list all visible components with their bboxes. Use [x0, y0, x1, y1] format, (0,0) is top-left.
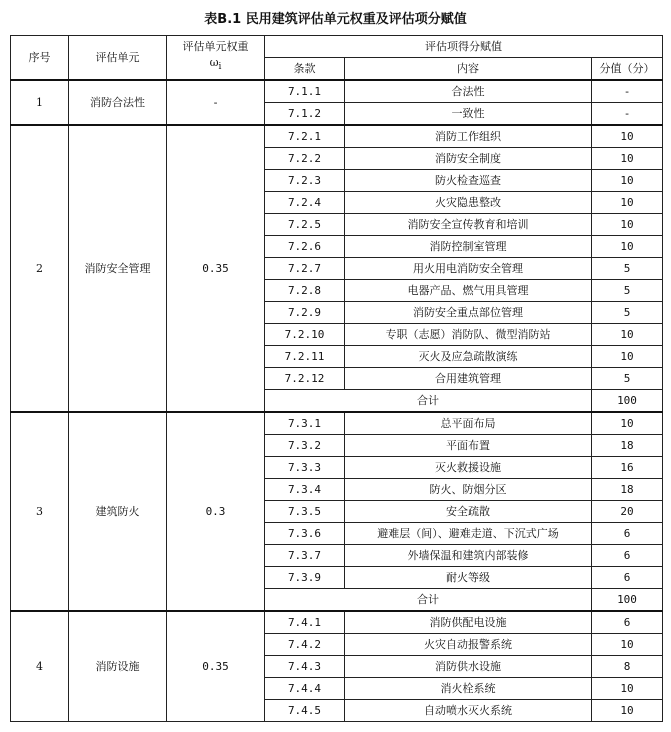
item-score: 10	[592, 125, 663, 148]
item-content: 专职（志愿）消防队、微型消防站	[345, 324, 592, 346]
item-content: 消防供配电设施	[345, 611, 592, 634]
item-clause: 7.2.5	[265, 214, 345, 236]
item-clause: 7.4.3	[265, 656, 345, 678]
item-clause: 7.2.6	[265, 236, 345, 258]
header-row-1	[11, 36, 663, 58]
item-score: 6	[592, 545, 663, 567]
item-clause: 7.3.3	[265, 457, 345, 479]
item-clause: 7.3.4	[265, 479, 345, 501]
item-content: 消防工作组织	[345, 125, 592, 148]
item-score: 10	[592, 170, 663, 192]
item-clause: 7.2.12	[265, 368, 345, 390]
item-content: 安全疏散	[345, 501, 592, 523]
header-clause: 条款	[265, 58, 345, 81]
item-content: 一致性	[345, 103, 592, 126]
item-content: 消防安全制度	[345, 148, 592, 170]
item-clause: 7.2.8	[265, 280, 345, 302]
unit-seq: 2	[11, 125, 69, 412]
item-score: -	[592, 80, 663, 103]
item-score: 6	[592, 611, 663, 634]
header-weight-symbol-wrap	[167, 56, 264, 74]
unit-seq: 4	[11, 611, 69, 722]
item-score: 18	[592, 435, 663, 457]
table-row	[11, 125, 663, 148]
item-content: 消防安全宣传教育和培训	[345, 214, 592, 236]
item-content: 灭火及应急疏散演练	[345, 346, 592, 368]
table-row	[11, 611, 663, 634]
item-score: 10	[592, 324, 663, 346]
item-clause: 7.3.7	[265, 545, 345, 567]
item-clause: 7.4.2	[265, 634, 345, 656]
item-score: 18	[592, 479, 663, 501]
header-weight-sub: i	[218, 62, 222, 73]
item-content: 合法性	[345, 80, 592, 103]
item-score: 10	[592, 192, 663, 214]
item-content: 防火检查巡查	[345, 170, 592, 192]
item-content: 消火栓系统	[345, 678, 592, 700]
item-score: 5	[592, 258, 663, 280]
unit-name: 建筑防火	[69, 412, 167, 611]
item-clause: 7.3.6	[265, 523, 345, 545]
total-value: 100	[592, 589, 663, 612]
item-clause: 7.2.2	[265, 148, 345, 170]
item-score: 10	[592, 634, 663, 656]
item-clause: 7.2.3	[265, 170, 345, 192]
unit-name: 消防安全管理	[69, 125, 167, 412]
table-title: 表B.1 民用建筑评估单元权重及评估项分赋值	[204, 12, 467, 27]
item-score: 6	[592, 523, 663, 545]
unit-seq: 3	[11, 412, 69, 611]
item-content: 火灾隐患整改	[345, 192, 592, 214]
item-content: 合用建筑管理	[345, 368, 592, 390]
item-content: 消防控制室管理	[345, 236, 592, 258]
unit-weight: -	[167, 80, 265, 125]
item-content: 电器产品、燃气用具管理	[345, 280, 592, 302]
item-content: 消防供水设施	[345, 656, 592, 678]
item-score: 10	[592, 214, 663, 236]
item-content: 消防安全重点部位管理	[345, 302, 592, 324]
item-score: 16	[592, 457, 663, 479]
item-clause: 7.3.2	[265, 435, 345, 457]
unit-name: 消防设施	[69, 611, 167, 722]
item-clause: 7.2.10	[265, 324, 345, 346]
item-score: 10	[592, 412, 663, 435]
header-score: 分值（分）	[592, 58, 663, 81]
item-content: 灭火救援设施	[345, 457, 592, 479]
item-clause: 7.2.4	[265, 192, 345, 214]
unit-weight: 0.3	[167, 412, 265, 611]
item-content: 避难层（间）、避难走道、下沉式广场	[345, 523, 592, 545]
item-clause: 7.2.1	[265, 125, 345, 148]
item-clause: 7.3.9	[265, 567, 345, 589]
item-score: 10	[592, 236, 663, 258]
item-content: 耐火等级	[345, 567, 592, 589]
item-score: 5	[592, 368, 663, 390]
item-content: 防火、防烟分区	[345, 479, 592, 501]
weights-table	[10, 35, 663, 722]
item-clause: 7.4.1	[265, 611, 345, 634]
header-weight-label: 评估单元权重	[182, 40, 249, 54]
item-content: 自动喷水灭火系统	[345, 700, 592, 722]
item-score: 8	[592, 656, 663, 678]
item-clause: 7.1.1	[265, 80, 345, 103]
item-clause: 7.3.1	[265, 412, 345, 435]
header-items-group: 评估项得分赋值	[265, 36, 663, 58]
total-label: 合计	[265, 589, 592, 612]
header-seq: 序号	[11, 36, 69, 81]
item-clause: 7.4.4	[265, 678, 345, 700]
item-content: 总平面布局	[345, 412, 592, 435]
header-weight	[167, 36, 265, 81]
table-row	[11, 412, 663, 435]
item-clause: 7.2.7	[265, 258, 345, 280]
item-content: 火灾自动报警系统	[345, 634, 592, 656]
table-row	[11, 80, 663, 103]
item-score: 10	[592, 678, 663, 700]
unit-weight: 0.35	[167, 611, 265, 722]
item-score: 10	[592, 346, 663, 368]
item-content: 用火用电消防安全管理	[345, 258, 592, 280]
item-score: 10	[592, 700, 663, 722]
item-score: 5	[592, 302, 663, 324]
item-content: 平面布置	[345, 435, 592, 457]
item-clause: 7.1.2	[265, 103, 345, 126]
unit-weight: 0.35	[167, 125, 265, 412]
header-content: 内容	[345, 58, 592, 81]
item-score: 10	[592, 148, 663, 170]
item-score: 20	[592, 501, 663, 523]
total-label: 合计	[265, 390, 592, 413]
item-content: 外墙保温和建筑内部装修	[345, 545, 592, 567]
item-clause: 7.2.9	[265, 302, 345, 324]
unit-seq: 1	[11, 80, 69, 125]
total-value: 100	[592, 390, 663, 413]
item-clause: 7.2.11	[265, 346, 345, 368]
item-clause: 7.4.5	[265, 700, 345, 722]
item-score: 6	[592, 567, 663, 589]
item-clause: 7.3.5	[265, 501, 345, 523]
header-unit: 评估单元	[69, 36, 167, 81]
header-weight-symbol: ω	[209, 56, 219, 70]
item-score: -	[592, 103, 663, 126]
item-score: 5	[592, 280, 663, 302]
unit-name: 消防合法性	[69, 80, 167, 125]
